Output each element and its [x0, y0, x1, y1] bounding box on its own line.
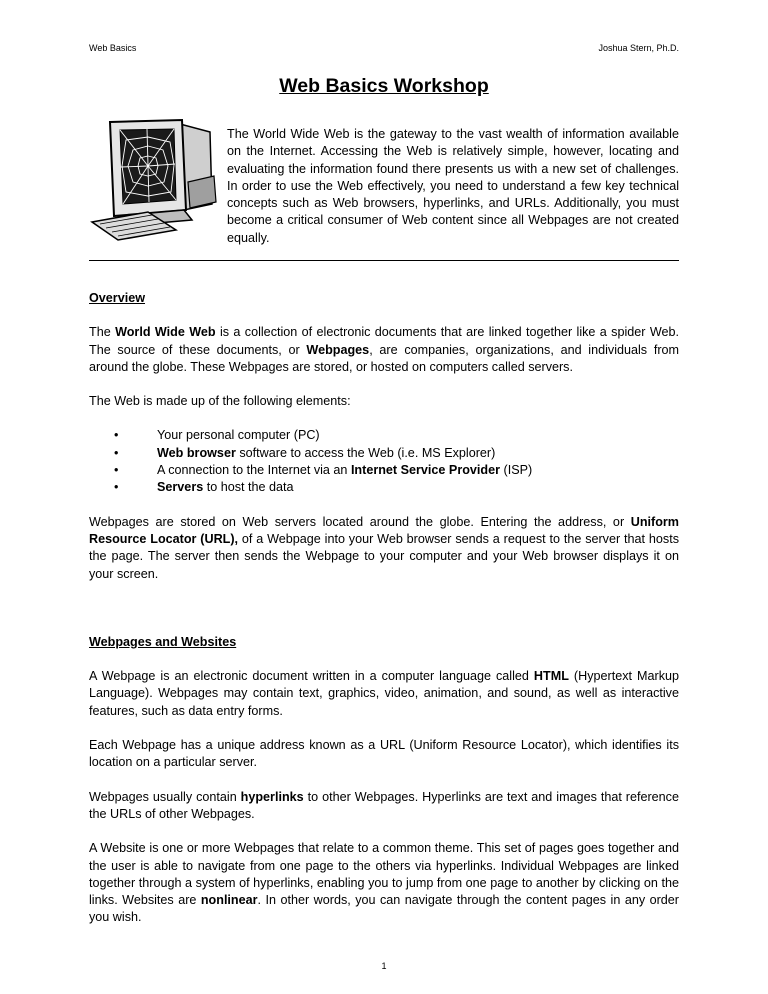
main-content: [89, 290, 679, 927]
list-item: • A connection to the Internet via an Internet Service Provider (ISP): [89, 462, 679, 479]
list-item: • Your personal computer (PC): [89, 427, 679, 444]
overview-paragraph-3: Webpages are stored on Web servers located around the globe. Entering the address, or Uniform Resource Locator (URL), of a Webpage into your Web browser sends a request to the server that hosts the page. The server then sends the Webpage to your computer and your Web browser displays it on your screen.: [89, 514, 679, 581]
bullet: •: [114, 445, 119, 460]
running-header-right: Joshua Stern, Ph.D.: [598, 43, 679, 53]
webpages-paragraph-2: Each Webpage has a unique address known as a URL (Uniform Resource Locator), which identifies its location on a particular server.: [89, 738, 679, 770]
webpages-paragraph-3: Webpages usually contain hyperlinks to other Webpages. Hyperlinks are text and images that reference the URLs of other Webpages.: [89, 789, 679, 821]
list-item: • Web browser software to access the Web (i.e. MS Explorer): [89, 445, 679, 462]
page-title: Web Basics Workshop: [279, 75, 489, 97]
bullet: •: [114, 428, 119, 443]
intro-paragraph: The World Wide Web is the gateway to the vast wealth of information available on the Internet. Accessing the Web is relatively simple, however, locating and evaluating the information found there presents us with a new set of challenges. In order to use the Web effectively, you need to understand a few key technical concepts such as Web browsers, hyperlinks, and URLs. Additionally, you must become a critical consumer of Web content since all Webpages are not created equally.: [227, 127, 679, 245]
webpages-heading: Webpages and Websites: [89, 634, 237, 649]
bullet: •: [114, 463, 119, 478]
running-header-left: Web Basics: [89, 43, 137, 53]
overview-paragraph-1: The World Wide Web is a collection of electronic documents that are linked together like a spider Web. The source of these documents, or Webpages, are companies, organizations, and individuals from around the globe. These Webpages are stored, or hosted on computers called servers.: [89, 325, 680, 374]
overview-heading: Overview: [89, 291, 146, 305]
bullet: •: [114, 480, 119, 495]
section-divider: [89, 260, 679, 261]
web-elements-list: [89, 427, 679, 496]
webpages-paragraph-1: A Webpage is an electronic document written in a computer language called HTML (Hypertext Markup Language). Webpages may contain text, graphics, video, animation, and sound, as well as interactive features, such as data entry forms.: [89, 669, 680, 718]
webpages-paragraph-4: A Website is one or more Webpages that relate to a common theme. This set of pages goes together and the user is able to navigate from one page to the others via hyperlinks. Individual Webpages are linked together through a system of hyperlinks, enabling you to jump from one page to another by clicking on the links. Websites are nonlinear. In other words, you can navigate through the content pages in any order you wish.: [89, 841, 679, 925]
overview-paragraph-2: The Web is made up of the following elements:: [89, 394, 351, 409]
computer-spiderweb-icon: [88, 112, 220, 242]
page-number: 1: [381, 961, 387, 971]
list-item: • Servers to host the data: [89, 479, 679, 496]
